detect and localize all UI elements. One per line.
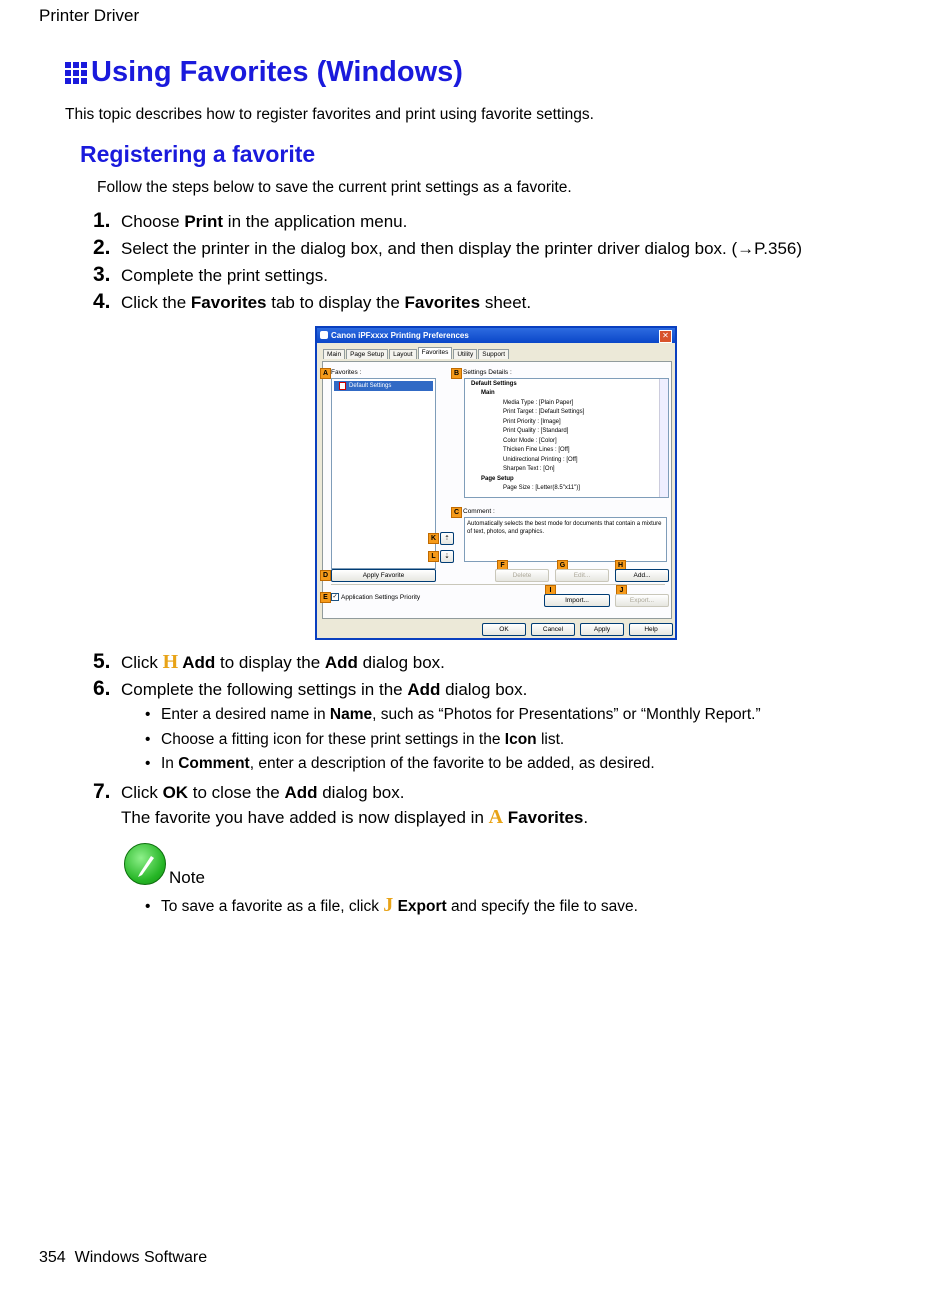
marker-d: D bbox=[320, 570, 331, 581]
step-text: to display the bbox=[215, 653, 325, 672]
step-5 bbox=[93, 650, 445, 674]
step-bold: Add bbox=[324, 653, 358, 672]
tree-node: Main bbox=[481, 390, 495, 396]
dialog-tabs bbox=[323, 349, 510, 359]
marker-e: E bbox=[320, 592, 331, 603]
note-item: • To save a favorite as a file, click J Export and specify the file to save. bbox=[145, 894, 638, 916]
settings-details-label: Settings Details : bbox=[463, 369, 512, 376]
step-number: 5. bbox=[93, 650, 111, 673]
note-bold: Export bbox=[393, 898, 447, 915]
callout-letter: H bbox=[162, 651, 179, 673]
list-item: • Choose a fitting icon for these print settings in the Icon list. bbox=[145, 731, 565, 748]
step-text: Complete the print settings. bbox=[121, 266, 328, 285]
tab-layout[interactable]: Layout bbox=[389, 349, 417, 359]
favorites-sheet bbox=[322, 361, 672, 619]
step-2 bbox=[93, 236, 802, 260]
marker-b: B bbox=[451, 368, 462, 379]
bullet-text: , such as “Photos for Presentations” or “Monthly Report.” bbox=[372, 706, 761, 723]
edit-button[interactable]: Edit... bbox=[555, 569, 609, 582]
step-7-result bbox=[121, 806, 588, 829]
page-number: 354 bbox=[39, 1249, 66, 1266]
tree-node: Print Target : [Default Settings] bbox=[503, 409, 585, 415]
marker-f: F bbox=[497, 560, 508, 571]
step-bold: Add bbox=[407, 680, 441, 699]
marker-c: C bbox=[451, 507, 462, 518]
list-item: • Enter a desired name in Name, such as “Photos for Presentations” or “Monthly Report.” bbox=[145, 706, 761, 723]
apply-favorite-button[interactable]: Apply Favorite bbox=[331, 569, 436, 582]
step-number: 4. bbox=[93, 290, 111, 313]
marker-j: J bbox=[616, 585, 627, 596]
apply-button[interactable]: Apply bbox=[580, 623, 624, 636]
bullet-bold: Comment bbox=[178, 755, 250, 772]
footer-section: Windows Software bbox=[74, 1249, 208, 1266]
page-title-row bbox=[65, 56, 463, 89]
printing-preferences-dialog bbox=[315, 326, 677, 640]
step-number: 2. bbox=[93, 236, 111, 259]
cancel-button[interactable]: Cancel bbox=[531, 623, 575, 636]
step-bold: Add bbox=[178, 653, 216, 672]
step-3 bbox=[93, 263, 328, 287]
tree-node: Media Type : [Plain Paper] bbox=[503, 400, 574, 406]
step-bold: Print bbox=[184, 212, 224, 231]
step-7 bbox=[93, 780, 404, 804]
tree-node: Print Priority : [Image] bbox=[503, 419, 561, 425]
callout-letter: J bbox=[383, 894, 394, 916]
delete-button[interactable]: Delete bbox=[495, 569, 549, 582]
page-footer bbox=[39, 1249, 207, 1267]
bullet-bold: Icon bbox=[504, 731, 537, 748]
app-priority-row[interactable] bbox=[331, 593, 420, 601]
page-title: Using Favorites (Windows) bbox=[91, 56, 463, 88]
marker-a: A bbox=[320, 368, 331, 379]
settings-details-tree[interactable] bbox=[464, 378, 669, 498]
step-text: in the application menu. bbox=[223, 212, 408, 231]
marker-g: G bbox=[557, 560, 568, 571]
add-button[interactable]: Add... bbox=[615, 569, 669, 582]
favorites-list-item[interactable] bbox=[334, 381, 433, 391]
intro-text: This topic describes how to register favorites and print using favorite settings. bbox=[65, 106, 594, 123]
app-priority-label: Application Settings Priority bbox=[341, 593, 421, 601]
bullet-text: In bbox=[161, 755, 179, 772]
result-text: . bbox=[583, 808, 589, 827]
step-1 bbox=[93, 209, 407, 233]
step-text: Click bbox=[121, 653, 163, 672]
checkbox-checked-icon[interactable]: ✓ bbox=[332, 594, 338, 600]
import-button[interactable]: Import... bbox=[544, 594, 610, 607]
tree-node: Default Settings bbox=[471, 381, 517, 387]
step-text: sheet. bbox=[480, 293, 532, 312]
section-lead: Follow the steps below to save the current print settings as a favorite. bbox=[97, 179, 572, 196]
list-item: • In Comment, enter a description of the favorite to be added, as desired. bbox=[145, 755, 655, 772]
step-text: tab to display the bbox=[266, 293, 405, 312]
document-icon bbox=[339, 382, 346, 390]
step-text: dialog box. bbox=[317, 783, 405, 802]
bullet-text: list. bbox=[536, 731, 565, 748]
step-text: Click bbox=[121, 783, 163, 802]
tree-node: Print Quality : [Standard] bbox=[503, 428, 569, 434]
result-bold: Favorites bbox=[503, 808, 584, 827]
grid-icon bbox=[65, 62, 87, 84]
result-text: The favorite you have added is now displayed in bbox=[121, 808, 489, 827]
step-number: 1. bbox=[93, 209, 111, 232]
section-heading: Registering a favorite bbox=[80, 141, 316, 167]
pencil-note-icon bbox=[124, 843, 166, 885]
callout-letter: A bbox=[488, 806, 504, 828]
bullet-text: Choose a fitting icon for these print settings in the bbox=[161, 731, 505, 748]
tree-node: Color Mode : [Color] bbox=[503, 438, 557, 444]
bullet-text: , enter a description of the favorite to be added, as desired. bbox=[249, 755, 655, 772]
marker-i: I bbox=[545, 585, 556, 596]
step-bold: OK bbox=[162, 783, 189, 802]
divider bbox=[331, 584, 665, 585]
close-icon[interactable]: ✕ bbox=[659, 330, 672, 343]
note-label: Note bbox=[169, 868, 205, 887]
favorites-label: Favorites : bbox=[331, 369, 362, 376]
tree-node: Sharpen Text : [On] bbox=[503, 466, 555, 472]
step-number: 7. bbox=[93, 780, 111, 803]
printer-icon bbox=[320, 331, 328, 339]
comment-box[interactable]: Automatically selects the best mode for documents that contain a mixture of text, photos, and graphics. bbox=[464, 517, 667, 562]
favorites-item-label: Default Settings bbox=[349, 383, 392, 389]
move-up-button[interactable]: ⇡ bbox=[440, 532, 454, 545]
tab-page-setup[interactable]: Page Setup bbox=[346, 349, 388, 359]
note-text: and specify the file to save. bbox=[446, 898, 638, 915]
step-number: 3. bbox=[93, 263, 111, 286]
step-bold: Favorites bbox=[190, 293, 267, 312]
step-text: to close the bbox=[188, 783, 285, 802]
step-4 bbox=[93, 290, 531, 314]
bullet-bold: Name bbox=[329, 706, 373, 723]
tree-node: Page Setup bbox=[481, 476, 514, 482]
move-down-button[interactable]: ⇣ bbox=[440, 550, 454, 563]
note-text: To save a favorite as a file, click bbox=[161, 898, 384, 915]
step-number: 6. bbox=[93, 677, 111, 700]
ok-button[interactable]: OK bbox=[482, 623, 526, 636]
step-text: Complete the following settings in the bbox=[121, 680, 408, 699]
tree-scrollbar[interactable] bbox=[659, 379, 668, 497]
tree-node: Unidirectional Printing : [Off] bbox=[503, 457, 578, 463]
tab-support[interactable]: Support bbox=[478, 349, 509, 359]
step-text: Select the printer in the dialog box, and then display the printer driver dialog box. (→P.356) bbox=[121, 239, 803, 258]
help-button[interactable]: Help bbox=[629, 623, 673, 636]
step-text: dialog box. bbox=[440, 680, 528, 699]
tab-utility[interactable]: Utility bbox=[453, 349, 477, 359]
export-button[interactable]: Export... bbox=[615, 594, 669, 607]
marker-k: K bbox=[428, 533, 439, 544]
tree-node: Page Size : [Letter(8.5"x11")] bbox=[503, 485, 580, 491]
step-text: dialog box. bbox=[357, 653, 445, 672]
tab-main[interactable]: Main bbox=[323, 349, 345, 359]
favorites-list[interactable] bbox=[331, 378, 436, 569]
step-bold: Add bbox=[284, 783, 318, 802]
running-header: Printer Driver bbox=[39, 6, 140, 25]
tree-node: Thicken Fine Lines : [Off] bbox=[503, 447, 570, 453]
comment-label: Comment : bbox=[463, 508, 495, 515]
dialog-title: Canon iPFxxxx Printing Preferences bbox=[331, 331, 469, 340]
step-bold: Favorites bbox=[404, 293, 481, 312]
tab-favorites[interactable]: Favorites bbox=[418, 347, 453, 359]
step-text: Choose bbox=[121, 212, 185, 231]
marker-h: H bbox=[615, 560, 626, 571]
step-6 bbox=[93, 677, 527, 701]
step-text: Click the bbox=[121, 293, 191, 312]
dialog-titlebar bbox=[317, 328, 675, 343]
bullet-text: Enter a desired name in bbox=[161, 706, 330, 723]
marker-l: L bbox=[428, 551, 439, 562]
